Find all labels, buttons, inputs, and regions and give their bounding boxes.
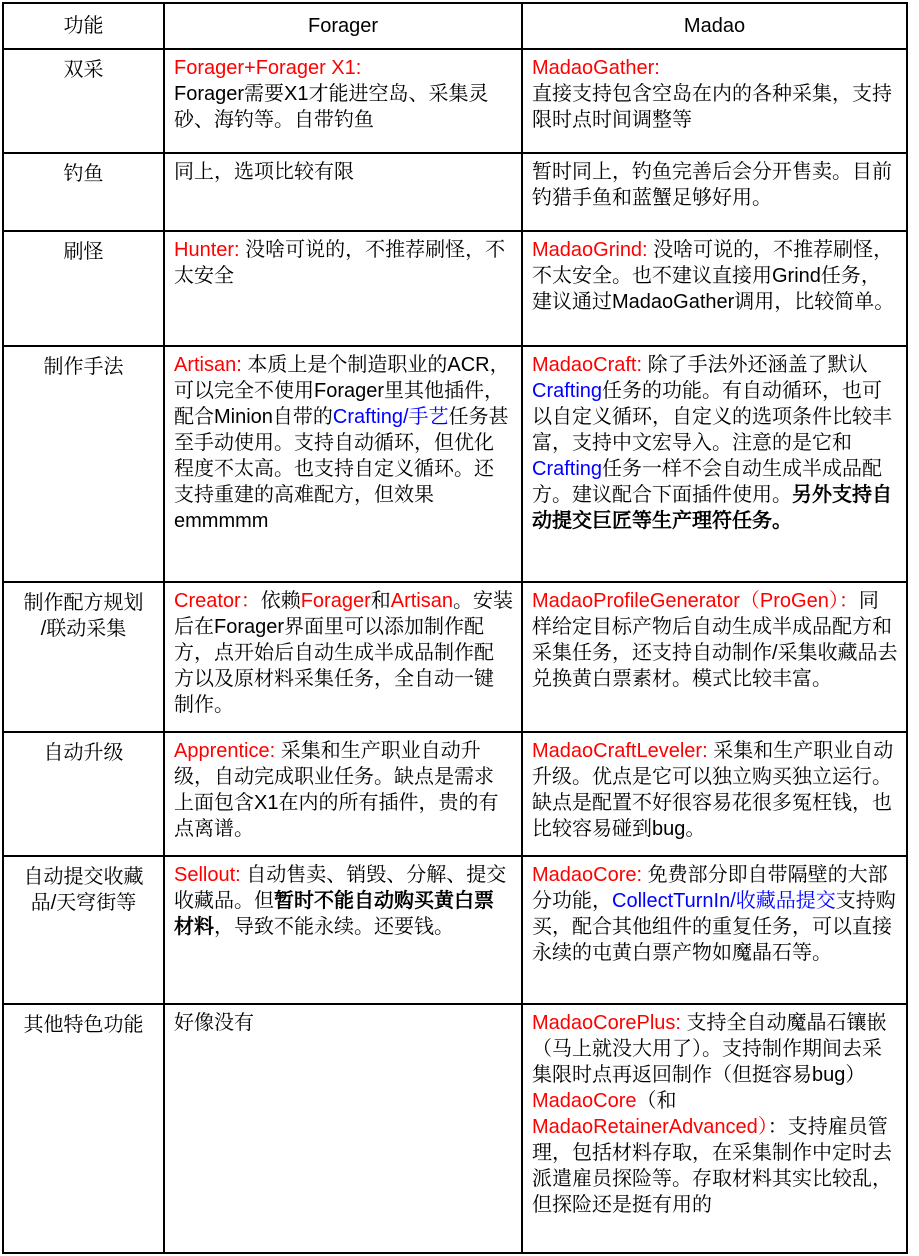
comparison-table — [2, 2, 908, 1254]
text-segment: 同上，选项比较有限 — [174, 161, 354, 183]
forager-cell — [164, 732, 522, 856]
table-header — [3, 3, 907, 49]
madao-cell — [522, 346, 907, 582]
table-row — [3, 153, 907, 231]
text-segment: 采集和生产职业自动升级，自动完成职业任务。缺点是需求上面包含X1在内的所有插件，贵的有点离谱。 — [174, 740, 499, 840]
forager-cell — [164, 153, 522, 231]
madao-cell — [522, 49, 907, 153]
text-segment: 支持购买，配合其他组件的重复任务，可以直接永续的屯黄白票产物如魔晶石等。 — [532, 890, 896, 964]
plugin-name-text: MadaoRetainerAdvanced） — [532, 1116, 768, 1138]
plugin-name-text: Sellout: — [174, 864, 241, 886]
madao-cell — [522, 732, 907, 856]
text-segment: 采集和生产职业自动升级。优点是它可以独立购买独立运行。缺点是配置不好很容易花很多冤枉钱，也比较容易碰到bug。 — [532, 740, 894, 840]
plugin-name-text: MadaoCraftLeveler: — [532, 740, 708, 762]
table-row — [3, 732, 907, 856]
text-segment: 支持全自动魔晶石镶嵌（马上就没大用了）。支持制作期间去采集限时点再返回制作（但挺容易bug） — [532, 1012, 887, 1086]
link-text[interactable]: Crafting — [532, 380, 603, 402]
plugin-name-text: MadaoGather: — [532, 57, 660, 79]
text-segment: ：支持雇员管理，包括材料存取，在采集制作中定时去派遣雇员探险等。存取材料其实比较乱，但探险还是挺有用的 — [532, 1116, 892, 1216]
text-segment: 任务的功能。有自动循环，也可以自定义循环，自定义的选项条件比较丰富，支持中文宏导入。注意的是它和 — [532, 380, 892, 454]
text-segment: 没啥可说的，不推荐刷怪，不太安全 — [174, 239, 506, 287]
text-segment: 暂时同上，钓鱼完善后会分开售卖。目前钓猎手鱼和蓝蟹足够好用。 — [532, 161, 892, 209]
header-cell-madao: Madao — [522, 3, 907, 49]
table-row — [3, 231, 907, 346]
row-label-cell: 双采 — [3, 49, 164, 153]
text-segment: 免费部分即自带隔壁的大部分功能， — [532, 864, 888, 912]
text-segment: 自动售卖、销毁、分解、提交收藏品。但 — [174, 864, 507, 912]
row-label-cell: 制作配方规划 /联动采集 — [3, 582, 164, 732]
forager-cell — [164, 1004, 522, 1253]
plugin-name-text: MadaoCore — [532, 1090, 637, 1112]
madao-cell — [522, 231, 907, 346]
table-row — [3, 49, 907, 153]
plugin-name-text: Hunter: — [174, 239, 240, 261]
header-cell-function: 功能 — [3, 3, 164, 49]
table-row — [3, 582, 907, 732]
plugin-name-text: Forager+Forager X1: — [174, 57, 362, 79]
row-label-cell: 刷怪 — [3, 231, 164, 346]
table-body — [3, 49, 907, 1253]
table-row — [3, 346, 907, 582]
plugin-name-text: MadaoProfileGenerator（ProGen）： — [532, 590, 859, 612]
plugin-name-text: Artisan: — [174, 354, 242, 376]
madao-cell — [522, 1004, 907, 1253]
plugin-name-text: MadaoGrind: — [532, 239, 648, 261]
text-segment: 和 — [370, 590, 391, 612]
plugin-name-text: MadaoCraft: — [532, 354, 643, 376]
text-segment: 同样给定目标产物后自动生成半成品配方和采集任务，还支持自动制作/采集收藏品去兑换黄白票素材。模式比较丰富。 — [532, 590, 898, 690]
table-header-row — [3, 3, 907, 49]
text-segment: 好像没有 — [174, 1012, 254, 1034]
row-label-cell: 其他特色功能 — [3, 1004, 164, 1253]
text-segment: Forager需要X1才能进空岛、采集灵砂、海钓等。自带钓鱼 — [174, 83, 489, 131]
text-segment: 除了手法外还涵盖了默认 — [642, 354, 868, 376]
table-row — [3, 1004, 907, 1253]
row-label-cell: 自动提交收藏 品/天穹街等 — [3, 856, 164, 1004]
text-segment: ，导致不能永续。还要钱。 — [214, 916, 454, 938]
link-text[interactable]: Crafting/手艺 — [332, 406, 449, 428]
forager-cell — [164, 856, 522, 1004]
plugin-name-text: Apprentice: — [174, 740, 276, 762]
plugin-name-text: MadaoCorePlus: — [532, 1012, 681, 1034]
text-segment: 本质上是个制造职业的ACR，可以完全不使用Forager里其他插件，配合Minion自带的 — [174, 354, 510, 428]
plugin-name-text: Creator： — [174, 590, 261, 612]
plugin-name-text: Forager — [300, 590, 371, 612]
plugin-name-text: MadaoCore: — [532, 864, 643, 886]
text-segment: 暂时不能自动购买黄白票材料 — [174, 890, 494, 938]
text-segment: 另外支持自动提交巨匠等生产理符任务。 — [532, 484, 892, 532]
text-segment: （和 — [636, 1090, 677, 1112]
text-segment: 没啥可说的，不推荐刷怪，不太安全。也不建议直接用Grind任务，建议通过MadaoGather调用，比较简单。 — [532, 239, 895, 313]
table-row — [3, 856, 907, 1004]
forager-cell — [164, 582, 522, 732]
text-segment: 直接支持包含空岛在内的各种采集，支持限时点时间调整等 — [532, 83, 892, 131]
madao-cell — [522, 856, 907, 1004]
link-text[interactable]: Crafting — [532, 458, 603, 480]
forager-cell — [164, 49, 522, 153]
text-segment: 依赖 — [260, 590, 301, 612]
forager-cell — [164, 231, 522, 346]
plugin-name-text: Artisan — [390, 590, 453, 612]
forager-cell — [164, 346, 522, 582]
header-cell-forager: Forager — [164, 3, 522, 49]
madao-cell — [522, 582, 907, 732]
text-segment: 任务甚至手动使用。支持自动循环，但优化程度不太高。也支持自定义循环。还支持重建的高难配方，但效果emmmmm — [174, 406, 509, 532]
text-segment: 。安装后在Forager界面里可以添加制作配方，点开始后自动生成半成品制作配方以及原材料采集任务，全自动一键制作。 — [174, 590, 513, 716]
text-segment: 任务一样不会自动生成半成品配方。建议配合下面插件使用。 — [532, 458, 883, 506]
row-label-cell: 制作手法 — [3, 346, 164, 582]
row-label-cell: 钓鱼 — [3, 153, 164, 231]
row-label-cell: 自动升级 — [3, 732, 164, 856]
link-text[interactable]: CollectTurnIn/收藏品提交 — [612, 890, 836, 912]
madao-cell — [522, 153, 907, 231]
